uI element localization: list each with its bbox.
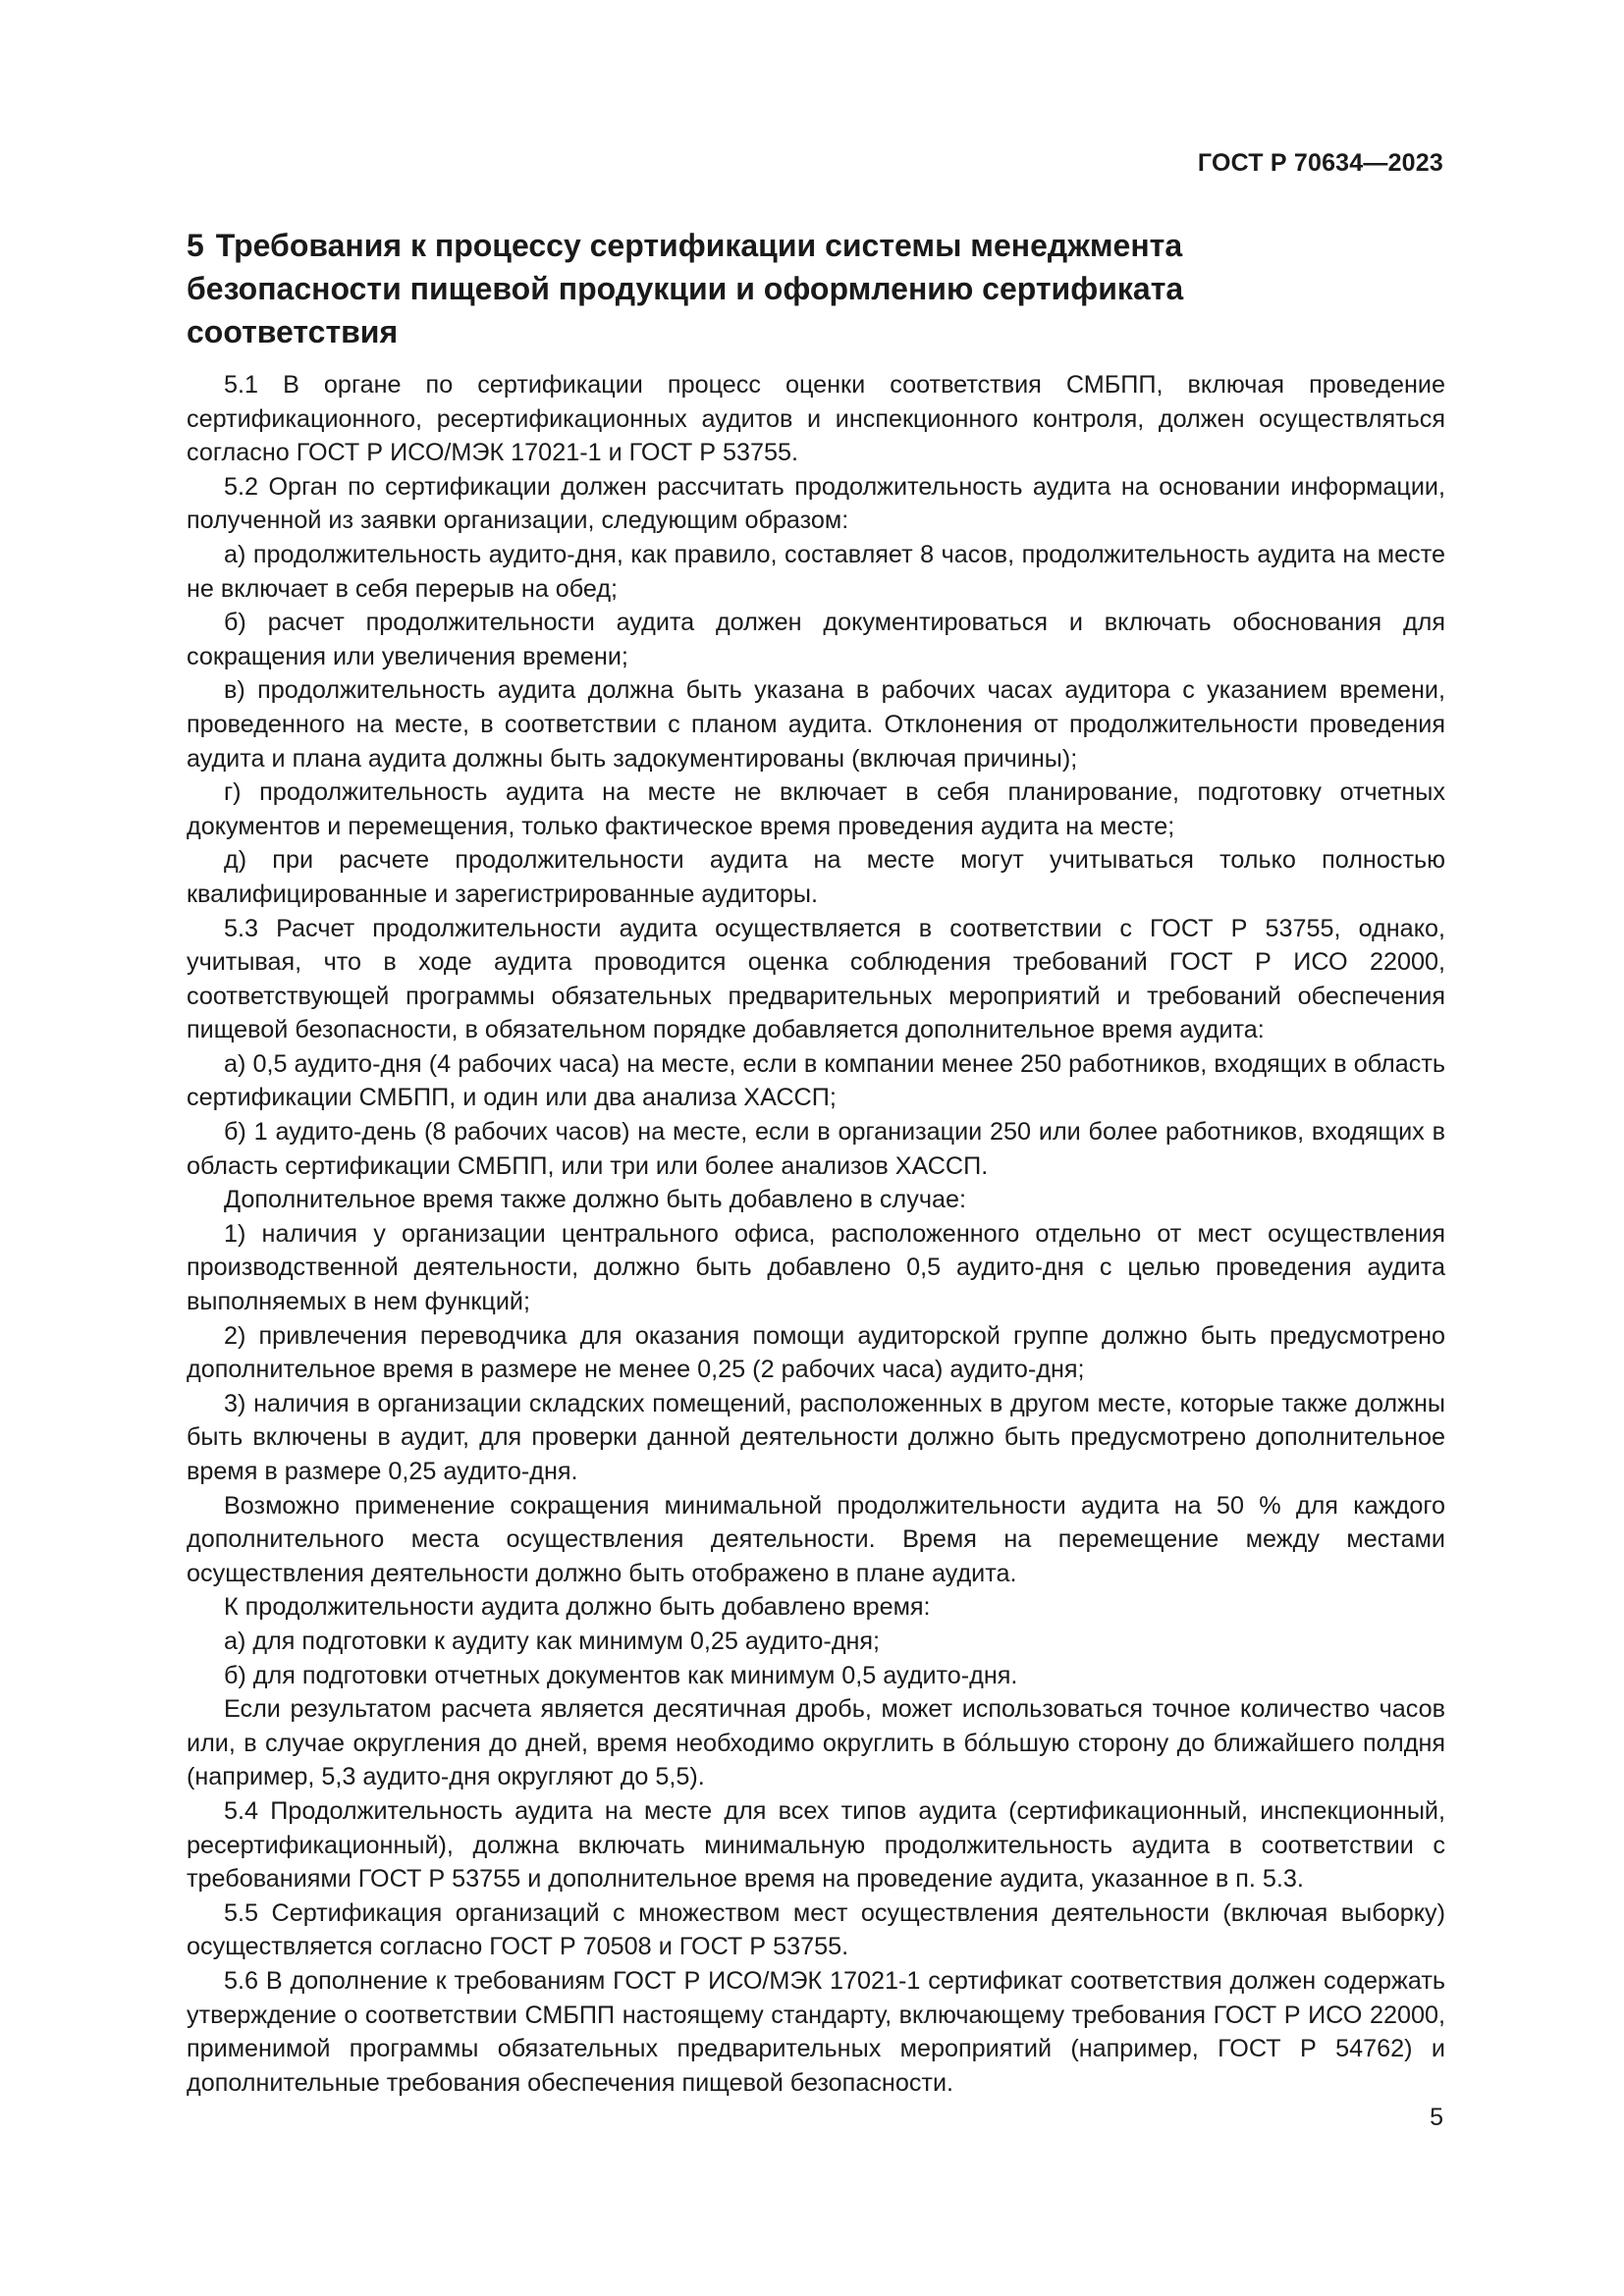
section-title-text: Требования к процессу сертификации системы менеджмента безопасности пищевой продукции и оформлению сертификата соответствия [187, 228, 1184, 349]
list-item-5-2-a: а) продолжительность аудито-дня, как правило, составляет 8 часов, продолжительность аудита на месте не включает в себя перерыв на обед; [187, 540, 1445, 603]
paragraph-5-3: 5.3 Расчет продолжительности аудита осуществляется в соответствии с ГОСТ Р 53755, однако, учитывая, что в ходе аудита проводится оценка соблюдения требований ГОСТ Р ИСО 22000, соответствующей программы обязательных предварительных мероприятий и требований обеспечения пищевой безопасности, в обязательном порядке добавляется дополнительное время аудита: [187, 914, 1445, 1044]
paragraph-5-4: 5.4 Продолжительность аудита на месте для всех типов аудита (сертификационный, инспекционный, ресертификационный), должна включать минимальную продолжительность аудита в соответствии с требованиями ГОСТ Р 53755 и дополнительное время на проведение аудита, указанное в п. 5.3. [187, 1796, 1445, 1894]
paragraph-reduction: Возможно применение сокращения минимальной продолжительности аудита на 50 % для каждого дополнительного места осуществления деятельности. Время на перемещение между местами осуществления деятельности должно быть отображено в плане аудита. [187, 1491, 1445, 1587]
list-item-5-2-b: б) расчет продолжительности аудита должен документироваться и включать обоснования для сокращения или увеличения времени; [187, 609, 1445, 670]
paragraph-5-5: 5.5 Сертификация организаций с множеством мест осуществления деятельности (включая выборку) осуществляется согласно ГОСТ Р 70508 и ГОСТ Р 53755. [187, 1898, 1445, 1961]
paragraph-added-time: К продолжительности аудита должно быть добавлено время: [224, 1593, 931, 1622]
list-item-added-a: а) для подготовки к аудиту как минимум 0,25 аудито-дня; [224, 1627, 881, 1655]
list-item-5-2-d: д) при расчете продолжительности аудита на месте могут учитываться только полностью квалифицированные и зарегистрированные аудиторы. [187, 846, 1445, 908]
document-header-standard-code: ГОСТ Р 70634—2023 [1197, 149, 1443, 177]
list-item-additional-1: 1) наличия у организации центрального офиса, расположенного отдельно от мест осуществления производственной деятельности, должно быть добавлено 0,5 аудито-дня с целью проведения аудита выполняемых в нем функций; [187, 1219, 1445, 1316]
list-item-added-b: б) для подготовки отчетных документов как минимум 0,5 аудито-дня. [224, 1661, 1018, 1689]
document-body [187, 368, 1445, 2100]
section-title [187, 224, 1267, 353]
list-item-additional-2: 2) привлечения переводчика для оказания помощи аудиторской группе должно быть предусмотрено дополнительное время в размере не менее 0,25 (2 рабочих часа) аудито-дня; [187, 1321, 1445, 1384]
list-item-additional-3: 3) наличия в организации складских помещений, расположенных в другом месте, которые также должны быть включены в аудит, для проверки данной деятельности должно быть предусмотрено дополнительное время в размере 0,25 аудито-дня. [187, 1389, 1445, 1485]
list-item-5-3-a: а) 0,5 аудито-дня (4 рабочих часа) на месте, если в компании менее 250 работников, входящих в область сертификации СМБПП, и один или два анализа ХАССП; [187, 1049, 1445, 1112]
paragraph-rounding: Если результатом расчета является десятичная дробь, может использоваться точное количество часов или, в случае округления до дней, время необходимо округлить в бóльшую сторону до ближайшего полдня (например, 5,3 аудито-дня округляют до 5,5). [187, 1695, 1445, 1791]
list-item-5-2-g: г) продолжительность аудита на месте не включает в себя планирование, подготовку отчетных документов и перемещения, только фактическое время проведения аудита на месте; [187, 778, 1445, 840]
paragraph-additional-time: Дополнительное время также должно быть добавлено в случае: [224, 1186, 966, 1214]
paragraph-5-6: 5.6 В дополнение к требованиям ГОСТ Р ИСО/МЭК 17021-1 сертификат соответствия должен содержать утверждение о соответствии СМБПП настоящему стандарту, включающему требования ГОСТ Р ИСО 22000, применимой программы обязательных предварительных мероприятий (например, ГОСТ Р 54762) и дополнительные требования обеспечения пищевой безопасности. [187, 1966, 1445, 2097]
page-number: 5 [1430, 2104, 1443, 2131]
paragraph-5-1: 5.1 В органе по сертификации процесс оценки соответствия СМБПП, включая проведение сертификационного, ресертификационных аудитов и инспекционного контроля, должен осуществляться согласно ГОСТ Р ИСО/МЭК 17021-1 и ГОСТ Р 53755. [187, 371, 1445, 467]
list-item-5-3-b: б) 1 аудито-день (8 рабочих часов) на месте, если в организации 250 или более работников, входящих в область сертификации СМБПП, или три или более анализов ХАССП. [187, 1118, 1445, 1180]
paragraph-5-2: 5.2 Орган по сертификации должен рассчитать продолжительность аудита на основании информации, полученной из заявки организации, следующим образом: [187, 472, 1445, 535]
section-number: 5 [187, 228, 204, 263]
list-item-5-2-v: в) продолжительность аудита должна быть указана в рабочих часах аудитора с указанием времени, проведенного на месте, в соответствии с планом аудита. Отклонения от продолжительности проведения аудита и плана аудита должны быть задокументированы (включая причины); [187, 676, 1445, 773]
